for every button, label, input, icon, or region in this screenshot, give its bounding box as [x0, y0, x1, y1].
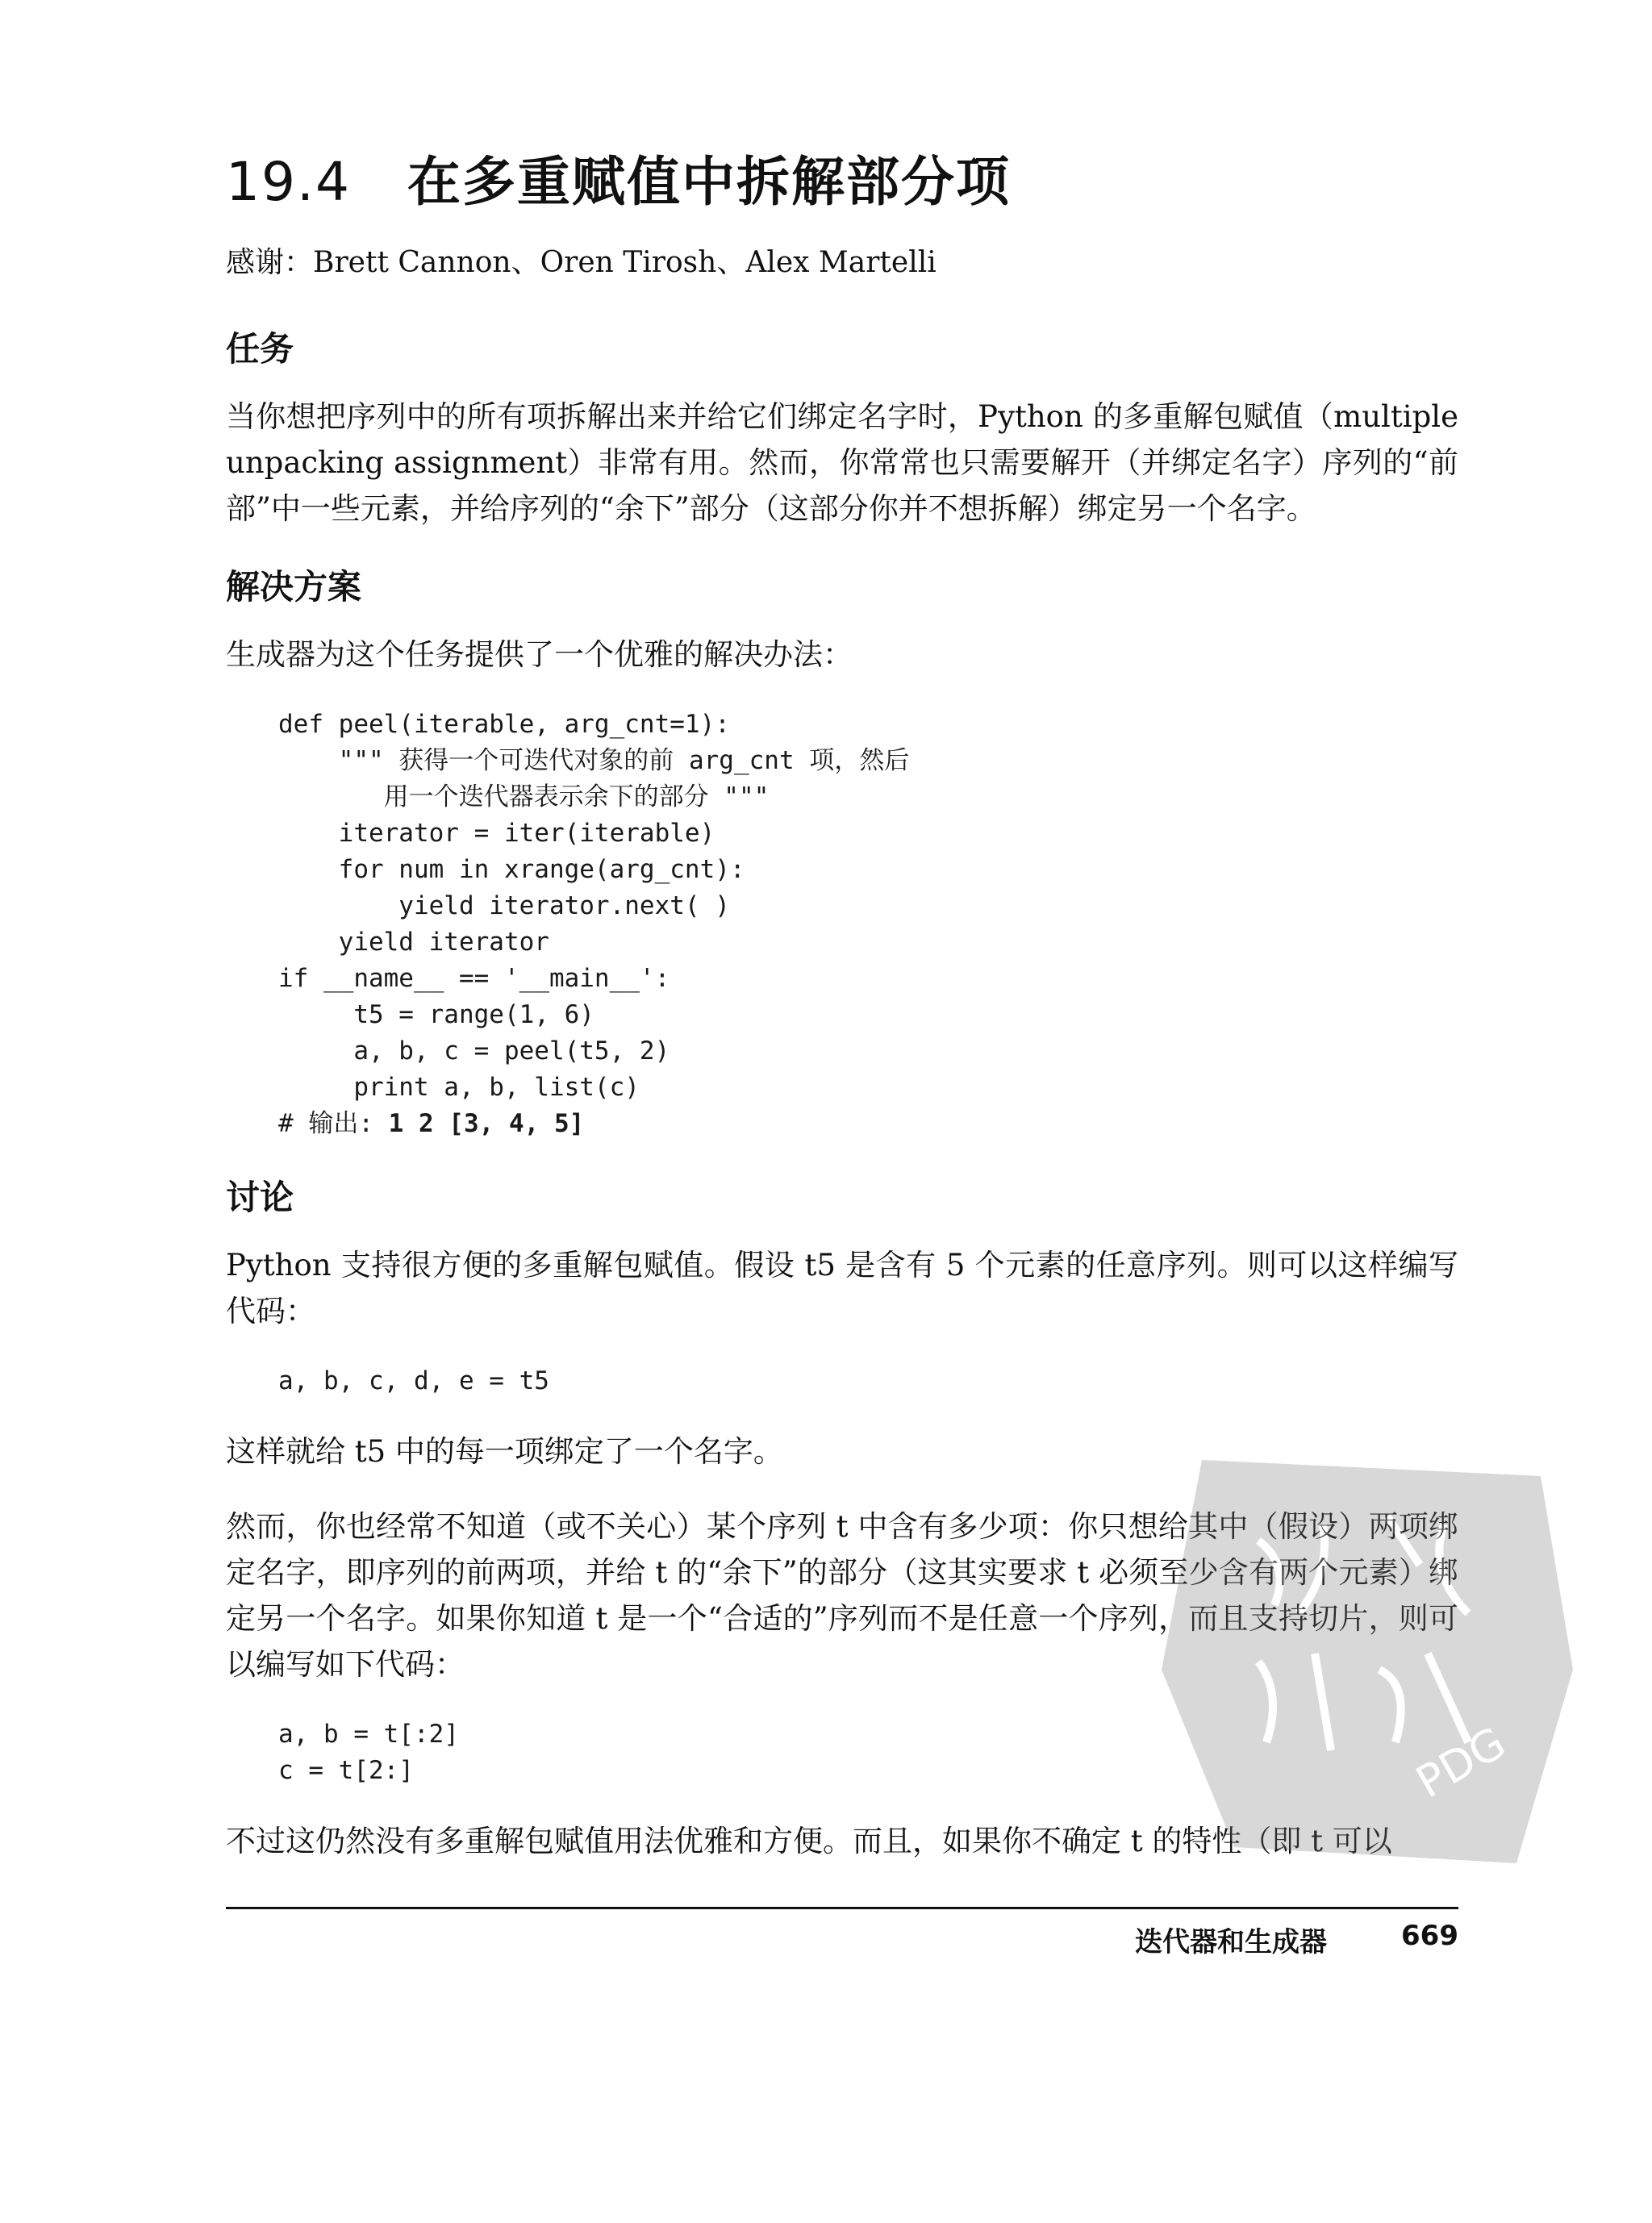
- code-line: 用一个迭代器表示余下的部分 """: [278, 782, 770, 811]
- solution-heading: 解决方案: [226, 566, 362, 607]
- code-line: t5 = range(1, 6): [278, 999, 594, 1029]
- discussion-paragraph-2: 这样就给 t5 中的每一项绑定了一个名字。: [226, 1433, 783, 1469]
- code-line: c = t[2:]: [278, 1755, 414, 1785]
- page-footer: [1135, 1920, 1458, 1959]
- code-line: iterator = iter(iterable): [278, 818, 715, 848]
- code-line: """ 获得一个可迭代对象的前 arg_cnt 项，然后: [278, 745, 910, 775]
- code-line: if __name__ == '__main__':: [278, 963, 670, 993]
- code-output-line: [278, 1106, 1458, 1142]
- footer-chapter-title: 迭代器和生成器: [1135, 1926, 1328, 1958]
- watermark-text: PDG: [1408, 1716, 1514, 1808]
- credits-label: 感谢：: [226, 245, 314, 279]
- solution-code-block: [278, 707, 1458, 1142]
- code-output-value: 1 2 [3, 4, 5]: [388, 1108, 585, 1138]
- code-line: print a, b, list(c): [278, 1072, 640, 1102]
- footer-divider: [226, 1907, 1458, 1909]
- code-line: yield iterator: [278, 927, 549, 957]
- code-line: a, b, c, d, e = t5: [278, 1366, 549, 1395]
- section-title-text: 在多重赋值中拆解部分项: [407, 151, 1011, 213]
- code-line: for num in xrange(arg_cnt):: [278, 854, 745, 884]
- code-line: def peel(iterable, arg_cnt=1):: [278, 709, 730, 739]
- code-output-label: # 输出:: [278, 1108, 389, 1138]
- section-number: 19.4: [226, 151, 351, 213]
- page-number: 669: [1401, 1920, 1458, 1952]
- task-paragraph: 当你想把序列中的所有项拆解出来并给它们绑定名字时，Python 的多重解包赋值（multiple unpacking assignment）非常有用。然而，你常常也只需要解开（并绑定名字）序列的“前部”中一些元素，并给序列的“余下”部分（这部分你并不想拆解）绑定另一个名字。: [226, 398, 1458, 526]
- discussion-code-block-1: [278, 1363, 1458, 1399]
- library-seal-icon: [1137, 1428, 1589, 1879]
- code-line: a, b, c = peel(t5, 2): [278, 1036, 670, 1066]
- discussion-heading: 讨论: [226, 1177, 294, 1217]
- task-heading: 任务: [226, 328, 294, 369]
- discussion-paragraph-4: 不过这仍然没有多重解包赋值用法优雅和方便。而且，如果你不确定 t 的特性（即 t 可以: [226, 1823, 1392, 1858]
- credits-line: [226, 240, 1458, 281]
- discussion-paragraph-3: 然而，你也经常不知道（或不关心）某个序列 t 中含有多少项：你只想给其中（假设）两项绑定名字，即序列的前两项，并给 t 的“余下”的部分（这其实要求 t 必须至少含有两个元素）绑定另一个名字。如果你知道 t 是一个“合适的”序列而不是任意一个序列，而且支持切片，则可以编写如下代码：: [226, 1508, 1458, 1682]
- solution-paragraph: 生成器为这个任务提供了一个优雅的解决办法：: [226, 636, 853, 672]
- code-line: yield iterator.next( ): [278, 890, 730, 920]
- discussion-paragraph-1: Python 支持很方便的多重解包赋值。假设 t5 是含有 5 个元素的任意序列。则可以这样编写代码：: [226, 1247, 1458, 1328]
- section-title: [226, 153, 1458, 212]
- code-line: a, b = t[:2]: [278, 1719, 459, 1749]
- credits-names: Brett Cannon、Oren Tirosh、Alex Martelli: [313, 245, 937, 279]
